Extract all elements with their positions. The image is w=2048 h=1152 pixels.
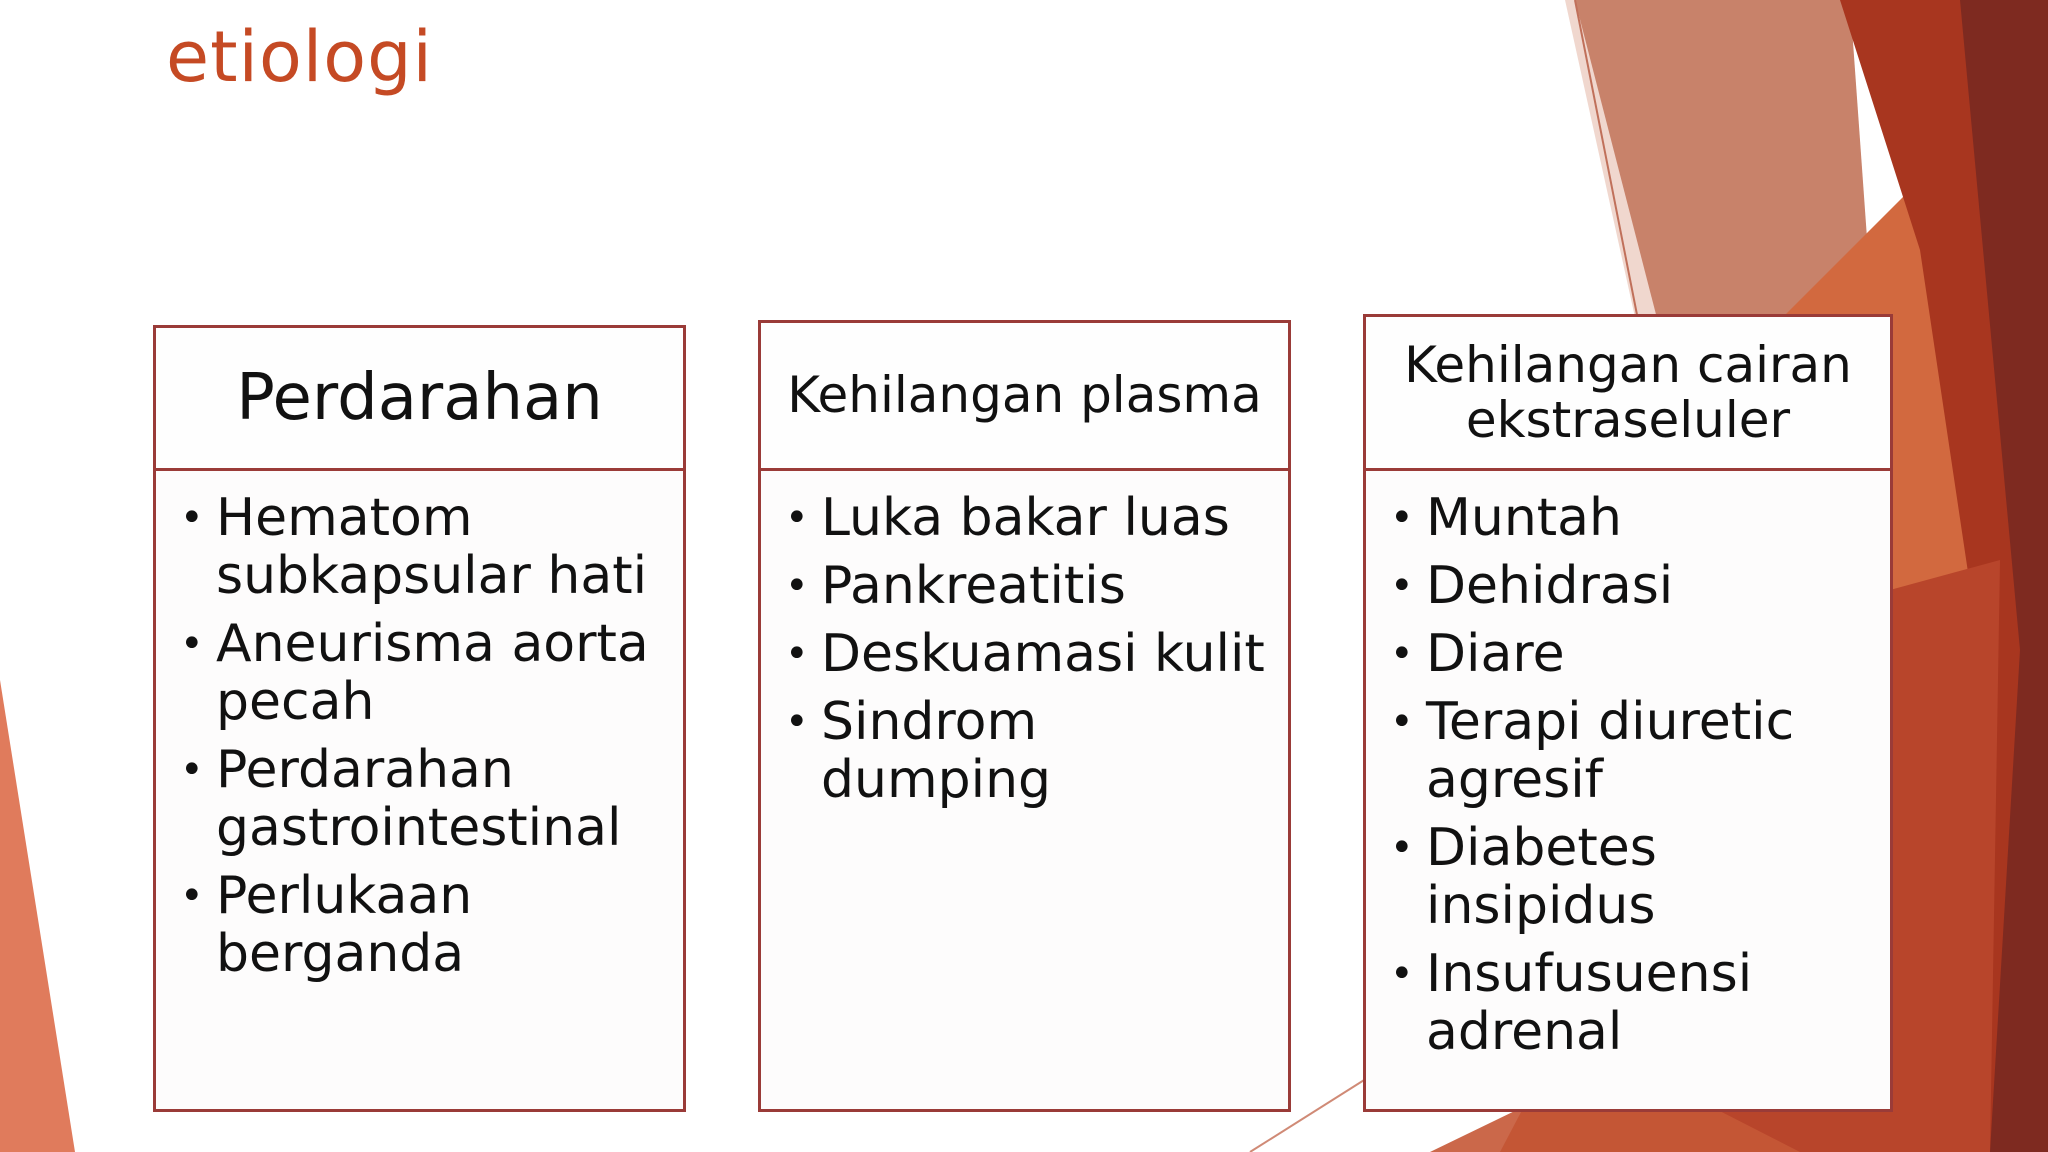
bullet-icon: • [180,873,204,919]
list-item: • Diare [1390,624,1565,684]
panel-header-label: Perdarahan [236,360,603,435]
panel-body [1366,471,1890,1109]
panel-body [761,471,1288,1109]
list-item: • Perlukaan berganda [180,866,473,984]
panel-body [156,471,683,1109]
panel-kehilangan-plasma [758,320,1291,1112]
list-item: • Dehidrasi [1390,556,1674,616]
bullet-icon: • [1390,825,1414,871]
bullet-list [1386,489,1870,1061]
panel-perdarahan [153,325,686,1112]
list-item: • Sindrom dumping [785,692,1052,810]
list-item: • Terapi diuretic agresif [1390,692,1795,810]
panel-header-label: Kehilangan cairan ekstraseluler [1404,335,1852,449]
bullet-icon: • [1390,699,1414,745]
bullet-icon: • [180,495,204,541]
list-item: • Muntah [1390,488,1622,548]
bullet-icon: • [785,563,809,609]
bullet-icon: • [180,747,204,793]
bullet-icon: • [1390,563,1414,609]
panel-header-label: Kehilangan plasma [787,366,1262,424]
panel-header [156,328,683,471]
list-item: • Pankreatitis [785,556,1126,616]
bullet-icon: • [1390,951,1414,997]
list-item: • Diabetes insipidus [1390,818,1657,936]
slide-title: etiologi [166,16,433,98]
bullet-icon: • [1390,495,1414,541]
bullet-icon: • [785,631,809,677]
bullet-icon: • [785,495,809,541]
list-item: • Aneurisma aorta pecah [180,614,649,732]
list-item: • Perdarahan gastrointestinal [180,740,622,858]
list-item: • Luka bakar luas [785,488,1230,548]
panel-header [1366,317,1890,471]
list-item: • Deskuamasi kulit [785,624,1265,684]
bullet-icon: • [180,621,204,667]
bullet-icon: • [1390,631,1414,677]
bullet-icon: • [785,699,809,745]
bg-facet-left [0,680,75,1152]
panel-header [761,323,1288,471]
panel-kehilangan-cairan-ekstraseluler [1363,314,1893,1112]
bullet-list [781,489,1268,809]
list-item: • Hematom subkapsular hati [180,488,648,606]
list-item: • Insufusuensi adrenal [1390,944,1753,1062]
bullet-list [176,489,663,983]
